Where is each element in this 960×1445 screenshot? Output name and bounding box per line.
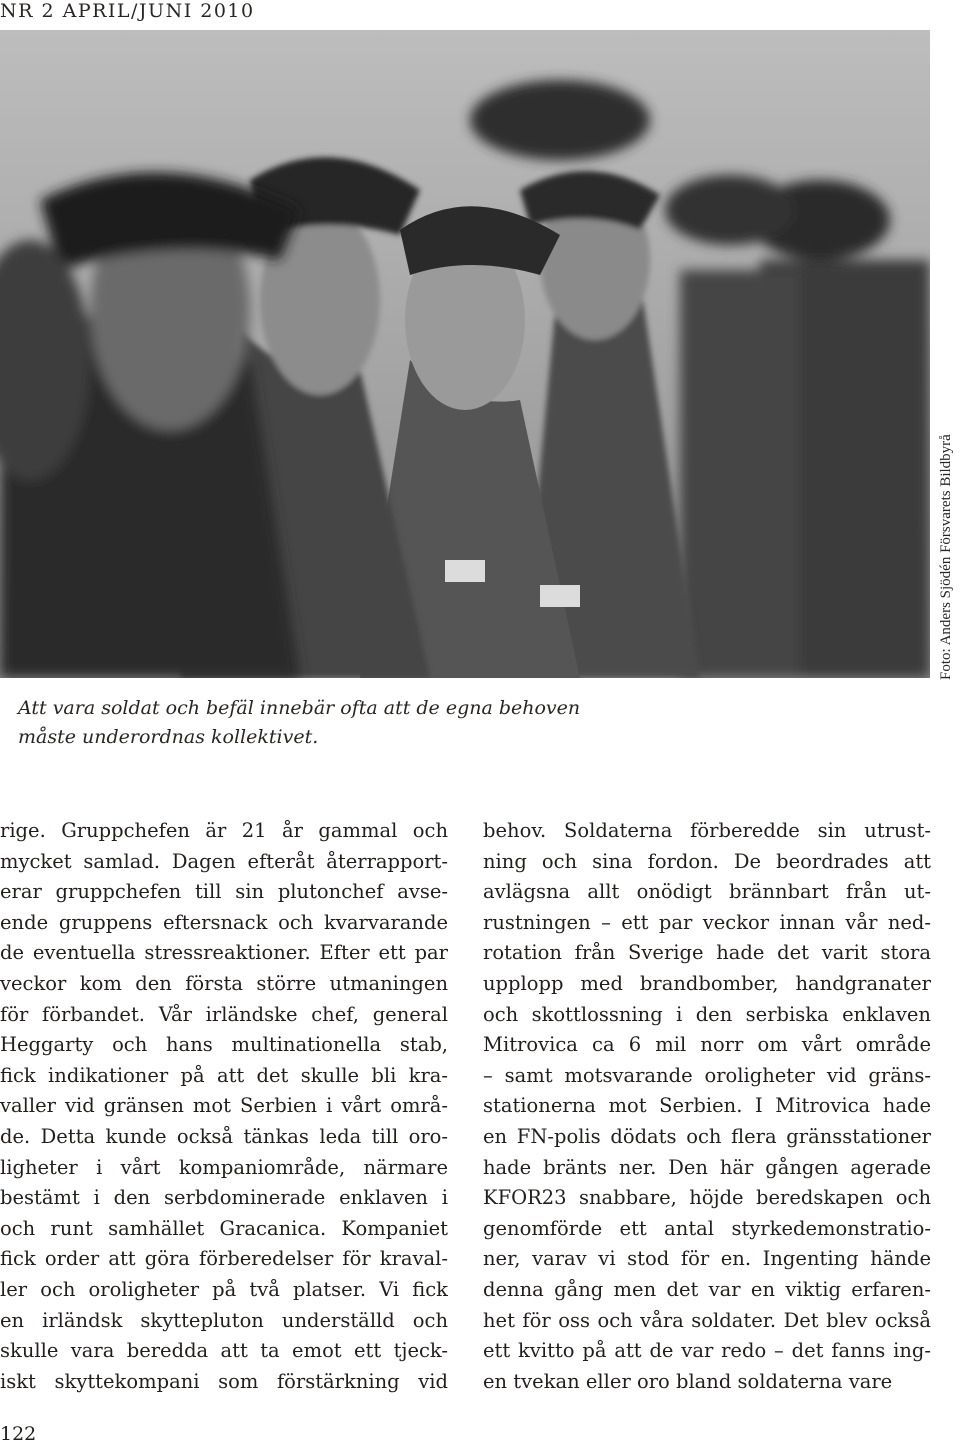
text-line: KFOR23 snabbare, höjde beredskapen och bbox=[483, 1186, 931, 1210]
text-line: valler vid gränsen mot Serbien i vårt områ- bbox=[0, 1094, 448, 1118]
text-line: denna gång men det var en viktig erfaren- bbox=[483, 1277, 931, 1301]
text-line: Mitrovica ca 6 mil norr om vårt område bbox=[483, 1033, 931, 1057]
text-line: genomförde ett antal styrkedemonstratio- bbox=[483, 1216, 931, 1240]
text-line: avlägsna allt onödigt brännbart från ut- bbox=[483, 880, 931, 904]
text-line: bestämt i den serbdominerade enklaven i bbox=[0, 1186, 448, 1210]
text-line: en tvekan eller oro bland soldaterna vare bbox=[483, 1369, 893, 1393]
text-line: skulle vara beredda att ta emot ett tjeck- bbox=[0, 1339, 448, 1363]
soldiers-photo bbox=[0, 30, 930, 678]
text-line: och runt samhället Gracanica. Kompaniet bbox=[0, 1216, 448, 1240]
caption-line: Att vara soldat och befäl innebär ofta att de egna behoven bbox=[18, 697, 581, 719]
text-line: stationerna mot Serbien. I Mitrovica hade bbox=[483, 1094, 931, 1118]
body-text-right-column bbox=[483, 816, 931, 1397]
text-line: en irländsk skyttepluton underställd och bbox=[0, 1308, 448, 1332]
text-line: ligheter i vårt kompaniområde, närmare bbox=[0, 1155, 448, 1179]
photo-illustration bbox=[0, 30, 930, 678]
text-line: – samt motsvarande oroligheter vid gräns- bbox=[483, 1063, 931, 1087]
issue-header: NR 2 APRIL/JUNI 2010 bbox=[0, 0, 255, 22]
text-line: fick indikationer på att det skulle bli kra- bbox=[0, 1063, 448, 1087]
text-line: veckor kom den första större utmaningen bbox=[0, 971, 448, 995]
text-line: ning och sina fordon. De beordrades att bbox=[483, 849, 931, 873]
text-line: iskt skyttekompani som förstärkning vid bbox=[0, 1369, 448, 1393]
text-line: för förbandet. Vår irländske chef, general bbox=[0, 1002, 448, 1026]
text-line: de eventuella stressreaktioner. Efter ett par bbox=[0, 941, 448, 965]
text-line: ner, varav vi stod för en. Ingenting hände bbox=[483, 1247, 931, 1271]
photo-credit: Foto: Anders Sjödén Försvarets Bildbyrå bbox=[938, 434, 954, 680]
text-line: behov. Soldaterna förberedde sin utrust- bbox=[483, 819, 931, 842]
text-line: het för oss och våra soldater. Det blev också bbox=[483, 1308, 931, 1332]
text-line: ler och oroligheter på två platser. Vi fick bbox=[0, 1277, 448, 1301]
page-number: 122 bbox=[0, 1423, 37, 1445]
text-line: fick order att göra förberedelser för kraval- bbox=[0, 1247, 448, 1271]
text-line: rustningen – ett par veckor innan vår ned- bbox=[483, 910, 931, 934]
text-line: hade bränts ner. Den här gången agerade bbox=[483, 1155, 931, 1179]
text-line: de. Detta kunde också tänkas leda till oro- bbox=[0, 1124, 448, 1148]
text-line: ett kvitto på att de var redo – det fanns ing- bbox=[483, 1339, 931, 1363]
text-line: erar gruppchefen till sin plutonchef avse- bbox=[0, 880, 448, 904]
text-line: en FN-polis dödats och flera gränsstationer bbox=[483, 1124, 931, 1148]
text-line: upplopp med brandbomber, handgranater bbox=[483, 971, 931, 995]
text-line: rotation från Sverige hade det varit stora bbox=[483, 941, 931, 965]
text-line: ende gruppens eftersnack och kvarvarande bbox=[0, 910, 448, 934]
text-line: rige. Gruppchefen är 21 år gammal och bbox=[0, 819, 448, 842]
body-text-left-column bbox=[0, 816, 448, 1397]
photo-caption bbox=[18, 694, 598, 752]
caption-line: måste underordnas kollektivet. bbox=[18, 726, 319, 748]
text-line: mycket samlad. Dagen efteråt återrapport- bbox=[0, 849, 448, 873]
text-line: Heggarty och hans multinationella stab, bbox=[0, 1033, 448, 1057]
text-line: och skottlossning i den serbiska enklaven bbox=[483, 1002, 931, 1026]
